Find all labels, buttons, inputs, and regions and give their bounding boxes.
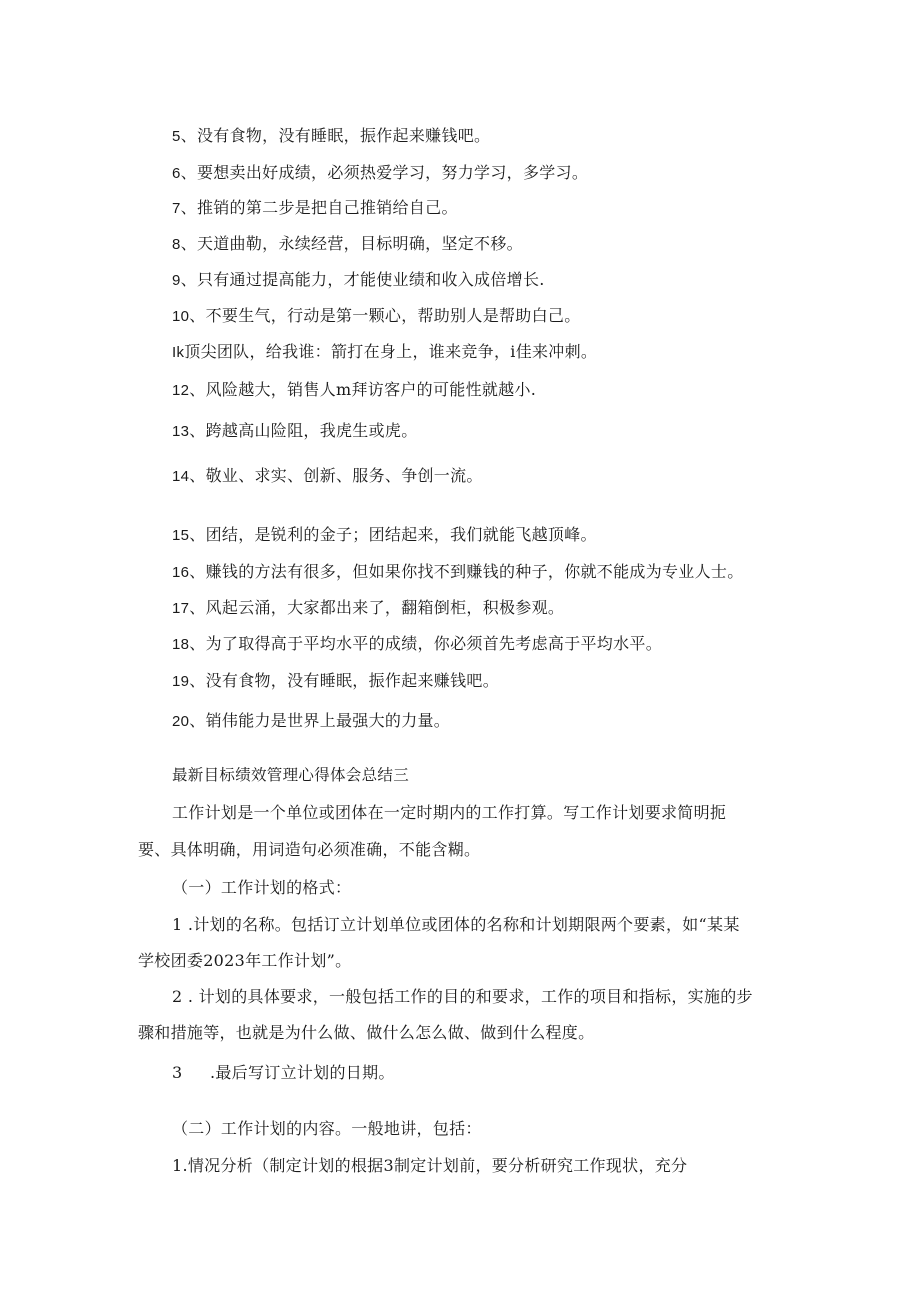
list-item — [172, 711, 450, 732]
content-heading: （二）工作计划的内容。一般地讲，包括： — [172, 1119, 482, 1138]
list-item-number: 6 — [172, 165, 181, 182]
paragraph-line: 工作计划是一个单位或团体在一定时期内的工作打算。写工作计划要求简明扼 — [172, 803, 727, 822]
list-item — [172, 126, 490, 147]
list-item — [172, 306, 581, 327]
list-item — [172, 380, 536, 401]
paragraph-line: 学校团委2023年工作计划”。 — [138, 951, 352, 970]
list-item-number: 20 — [172, 713, 190, 730]
list-item-number: 8 — [172, 236, 181, 253]
list-item — [172, 421, 418, 442]
list-item-text: 、赚钱的方法有很多，但如果你找不到赚钱的种子，你就不能成为专业人士。 — [189, 562, 744, 581]
list-item-number: 18 — [172, 636, 190, 653]
list-item-text: 、跨越高山险阻，我虎生或虎。 — [189, 421, 418, 440]
list-item-text: 、天道曲勒，永续经营，目标明确，坚定不移。 — [180, 234, 523, 253]
list-item-text: 、风险越大，销售人m拜访客户的可能性就越小. — [189, 380, 537, 399]
paragraph-line: 骤和措施等，也就是为什么做、做什么怎么做、做到什么程度。 — [138, 1023, 595, 1042]
list-item-text: 、销伟能力是世界上最强大的力量。 — [189, 711, 451, 730]
paragraph-line: .最后写订立计划的日期。 — [210, 1063, 395, 1082]
list-item — [172, 270, 545, 291]
paragraph-line: 要、具体明确，用词造句必须准确，不能含糊。 — [138, 840, 481, 859]
paragraph-line: 1 .计划的名称。包括订立计划单位或团体的名称和计划期限两个要素，如“某某 — [172, 915, 740, 934]
list-item — [172, 671, 499, 692]
list-item-text: 顶尖团队，给我谁：箭打在身上，谁来竞争，i佳来冲刺。 — [184, 342, 598, 361]
list-item — [172, 342, 597, 363]
list-item — [172, 466, 483, 487]
list-item-text: 、只有通过提高能力，才能使业绩和收入成倍增长. — [180, 270, 545, 289]
list-item-text: 、要想卖出好成绩，必须热爱学习，努力学习，多学习。 — [180, 163, 589, 182]
paragraph-line: 2 . 计划的具体要求，一般包括工作的目的和要求，工作的项目和指标，实施的步 — [172, 987, 753, 1006]
list-item-number: 12 — [172, 382, 190, 399]
list-item-number: 16 — [172, 564, 190, 581]
list-item — [172, 198, 458, 219]
list-item-number: 14 — [172, 468, 190, 485]
list-item-number: 19 — [172, 673, 190, 690]
list-item — [172, 598, 564, 619]
list-item-text: 、推销的第二步是把自己推销给自己。 — [180, 198, 458, 217]
list-item-number: 5 — [172, 128, 181, 145]
list-item-text: 、团结，是锐利的金子；团结起来，我们就能飞越顶峰。 — [189, 525, 597, 544]
list-item-number: 17 — [172, 600, 190, 617]
list-item — [172, 562, 744, 583]
list-item-number: 15 — [172, 527, 190, 544]
list-item-number: 13 — [172, 423, 190, 440]
list-item-number: 9 — [172, 272, 181, 289]
list-item-text: 、没有食物，没有睡眠，振作起来赚钱吧。 — [189, 671, 499, 690]
paragraph-line: 1.情况分析（制定计划的根据3制定计划前，要分析研究工作现状，充分 — [172, 1156, 688, 1175]
list-item — [172, 163, 588, 184]
list-item-number: Ik — [172, 344, 185, 361]
list-item-text: 、不要生气，行动是第一颗心，帮助别人是帮助白己。 — [189, 306, 581, 325]
list-item-text: 、为了取得高于平均水平的成绩，你必须首先考虑高于平均水平。 — [189, 634, 662, 653]
format-heading: （一）工作计划的格式： — [172, 878, 352, 897]
list-item-number: 7 — [172, 200, 181, 217]
list-item — [172, 634, 662, 655]
list-item — [172, 234, 523, 255]
list-item-text: 、风起云涌，大家都出来了，翻箱倒柜，积极参观。 — [189, 598, 565, 617]
list-item-text: 、敬业、求实、创新、服务、争创一流。 — [189, 466, 483, 485]
list-item — [172, 525, 597, 546]
list-item-number: 3 — [172, 1063, 183, 1082]
list-item-number: 10 — [172, 308, 190, 325]
list-item-text: 、没有食物，没有睡眠，振作起来赚钱吧。 — [180, 126, 491, 145]
section-title: 最新目标绩效管理心得体会总结三 — [172, 766, 410, 784]
